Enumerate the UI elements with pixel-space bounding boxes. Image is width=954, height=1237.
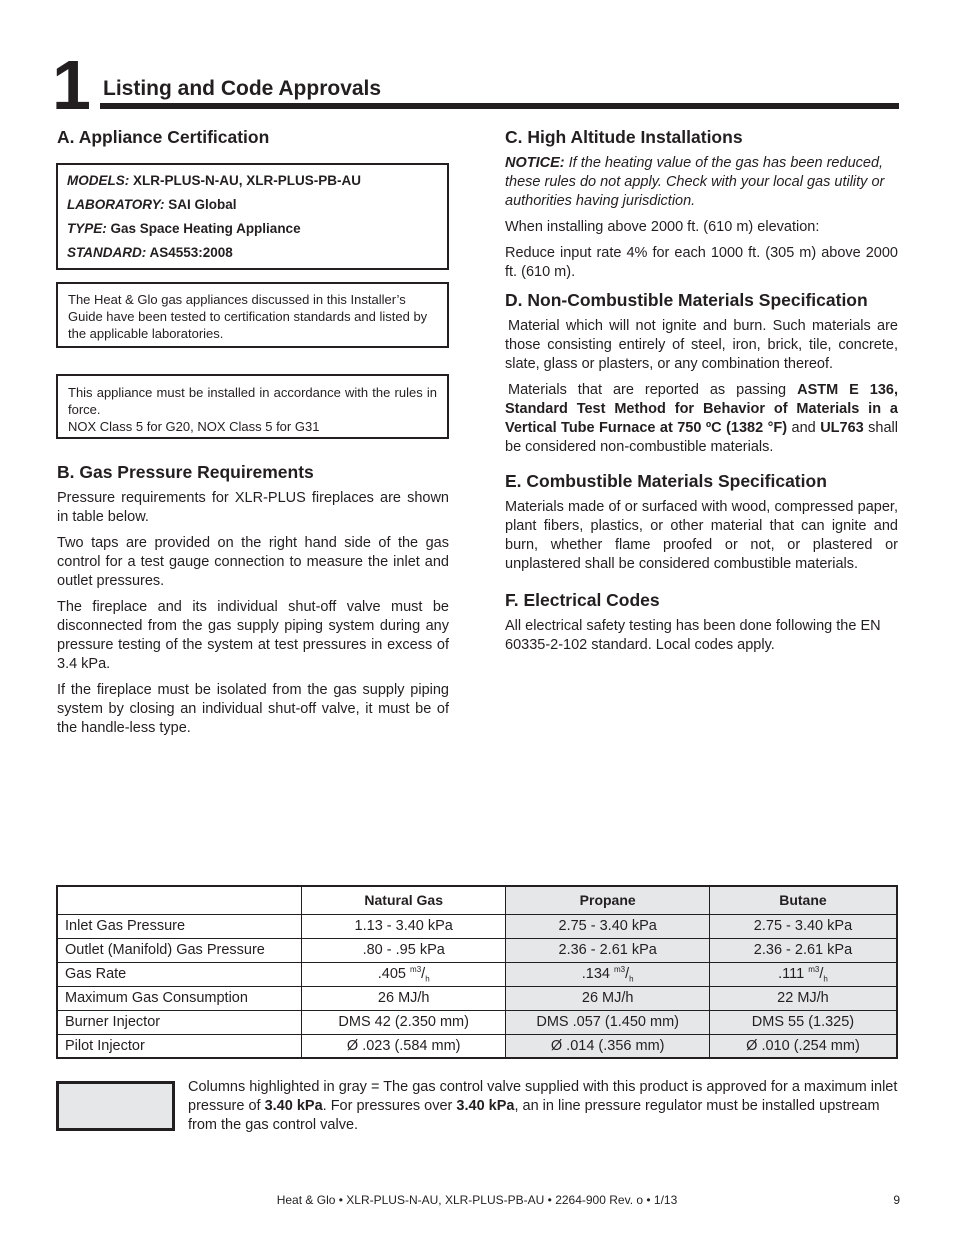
section-f-body — [505, 617, 898, 655]
propane-cell: DMS .057 (1.450 mm) — [506, 1010, 710, 1034]
installation-notice-box — [56, 374, 449, 439]
models-value: XLR-PLUS-N-AU, XLR-PLUS-PB-AU — [129, 173, 361, 188]
section-c-paragraph: Reduce input rate 4% for each 1000 ft. (305 m) above 2000 ft. (610 m). — [505, 245, 898, 280]
chapter-rule — [100, 103, 899, 109]
natural-gas-cell: 26 MJ/h — [301, 986, 505, 1010]
notice-label: NOTICE: — [505, 155, 565, 171]
propane-cell: 2.36 - 2.61 kPa — [506, 938, 710, 962]
installation-notice-text: This appliance must be installed in accordance with the rules in force. — [68, 385, 437, 417]
gas-rate-value: .405 — [377, 965, 406, 982]
table-row — [57, 938, 897, 962]
table-row — [57, 1034, 897, 1058]
table-header-propane: Propane — [506, 886, 710, 914]
laboratory-notice-box — [56, 282, 449, 348]
row-label: Inlet Gas Pressure — [57, 914, 301, 938]
section-e-paragraph: Materials made of or surfaced with wood, compressed paper, plant fibers, plastics, or other material that can ignite and burn, whether flame proofed or not, or plastered or unplastered shall be considered combustible materials. — [505, 499, 898, 572]
legend-part: , an in line pressure regulator must be installed upstream from the gas control valve. — [188, 1098, 880, 1133]
laboratory-notice-text: The Heat & Glo gas appliances discussed in this Installer’s Guide have been tested to certification standards and listed by the applicable laboratories. — [68, 292, 428, 341]
chapter-title: Listing and Code Approvals — [103, 77, 382, 100]
section-a-heading: A. Appliance Certification — [57, 127, 270, 147]
propane-cell: Ø .014 (.356 mm) — [506, 1034, 710, 1058]
page-footer: Heat & Glo • XLR-PLUS-N-AU, XLR-PLUS-PB-AU • 2264-900 Rev. o • 1/13 — [276, 1193, 678, 1207]
natural-gas-cell — [301, 962, 505, 986]
section-e-heading: E. Combustible Materials Specification — [505, 471, 827, 491]
row-label: Outlet (Manifold) Gas Pressure — [57, 938, 301, 962]
section-d-body — [505, 317, 898, 457]
laboratory-label: LABORATORY: — [67, 197, 165, 212]
chapter-number: 1 — [52, 46, 89, 124]
ul-standard: UL763 — [820, 420, 864, 436]
section-f-paragraph: All electrical safety testing has been done following the EN 60335-2-102 standard. Local codes apply. — [505, 618, 881, 653]
section-d-heading: D. Non-Combustible Materials Specification — [505, 290, 868, 310]
row-label: Maximum Gas Consumption — [57, 986, 301, 1010]
section-b-paragraph: Pressure requirements for XLR-PLUS fireplaces are shown in table below. — [57, 490, 449, 525]
standard-line — [67, 244, 438, 268]
natural-gas-cell: 1.13 - 3.40 kPa — [301, 914, 505, 938]
table-row — [57, 986, 897, 1010]
butane-cell: Ø .010 (.254 mm) — [709, 1034, 897, 1058]
table-header-natural-gas: Natural Gas — [301, 886, 505, 914]
table-row — [57, 1010, 897, 1034]
laboratory-line — [67, 196, 438, 220]
unit-numerator: m3 — [410, 964, 422, 974]
legend-max-pressure: 3.40 kPa — [264, 1098, 323, 1114]
laboratory-value: SAI Global — [164, 197, 237, 212]
table-header-butane: Butane — [709, 886, 897, 914]
unit-numerator: m3 — [808, 964, 820, 974]
models-line — [67, 172, 438, 196]
astm-outro: shall be considered non-combustible materials. — [505, 420, 899, 455]
certification-box — [56, 163, 449, 270]
propane-cell — [506, 962, 710, 986]
table-header-row — [57, 886, 897, 914]
section-d-paragraph: Material which will not ignite and burn. Such materials are those consisting entirely of steel, iron, brick, tile, concrete, slate, glass or plasters, or any combination thereof. — [505, 318, 898, 372]
section-b-paragraph: If the fireplace must be isolated from the gas supply piping system by closing an individual shut-off valve, it must be of the handle-less type. — [57, 682, 449, 736]
row-label: Gas Rate — [57, 962, 301, 986]
section-f-heading: F. Electrical Codes — [505, 590, 660, 610]
section-c-body — [505, 154, 898, 282]
section-b-body — [57, 489, 449, 738]
legend-max-pressure: 3.40 kPa — [456, 1098, 515, 1114]
astm-and: and — [787, 420, 821, 436]
section-d-paragraph — [505, 381, 898, 457]
section-c-paragraph: When installing above 2000 ft. (610 m) elevation: — [505, 219, 820, 235]
unit-slash: / — [819, 965, 824, 982]
section-b-paragraph: Two taps are provided on the right hand side of the gas control for a test gauge connection to measure the inlet and outlet pressures. — [57, 535, 449, 589]
butane-cell: 22 MJ/h — [709, 986, 897, 1010]
section-e-body — [505, 498, 898, 574]
row-label: Pilot Injector — [57, 1034, 301, 1058]
butane-cell: 2.36 - 2.61 kPa — [709, 938, 897, 962]
gas-rate-value: .111 — [778, 965, 805, 982]
nox-class-text: NOX Class 5 for G20, NOX Class 5 for G31 — [68, 419, 320, 434]
unit-slash: / — [625, 965, 630, 982]
legend-part: Columns highlighted in gray = The gas control valve supplied with this product is approved for a maximum inlet pressure of — [188, 1079, 898, 1114]
section-b-paragraph: The fireplace and its individual shut-off valve must be disconnected from the gas supply piping system during any pressure testing of the system at test pressures in excess of 3.4 kPa. — [57, 599, 449, 672]
standard-value: AS4553:2008 — [146, 245, 233, 260]
high-altitude-notice — [505, 154, 898, 211]
astm-standard: ASTM E 136, Standard Test Method for Behavior of Materials in a Vertical Tube Furnace at 750 ºC (1382 °F) — [505, 382, 899, 436]
butane-cell: 2.75 - 3.40 kPa — [709, 914, 897, 938]
section-b-heading: B. Gas Pressure Requirements — [57, 462, 314, 482]
legend-part: . For pressures over — [322, 1098, 457, 1114]
row-label: Burner Injector — [57, 1010, 301, 1034]
gas-pressure-table — [56, 885, 898, 1059]
type-line — [67, 220, 438, 244]
notice-text: If the heating value of the gas has been reduced, these rules do not apply. Check with your local gas utility or authorities having jurisdiction. — [505, 155, 885, 209]
natural-gas-cell: .80 - .95 kPa — [301, 938, 505, 962]
propane-cell: 2.75 - 3.40 kPa — [506, 914, 710, 938]
page-number: 9 — [893, 1193, 900, 1207]
table-row — [57, 962, 897, 986]
models-label: MODELS: — [67, 173, 130, 188]
unit-numerator: m3 — [614, 964, 626, 974]
gas-rate-value: .134 — [581, 965, 610, 982]
unit-slash: / — [421, 965, 426, 982]
unit-denominator: h — [823, 974, 828, 984]
astm-intro: Materials that are reported as passing — [508, 382, 798, 398]
type-value: Gas Space Heating Appliance — [106, 221, 301, 236]
gray-highlight-swatch — [56, 1081, 175, 1131]
table-row — [57, 914, 897, 938]
standard-label: STANDARD: — [67, 245, 147, 260]
natural-gas-cell: DMS 42 (2.350 mm) — [301, 1010, 505, 1034]
butane-cell — [709, 962, 897, 986]
propane-cell: 26 MJ/h — [506, 986, 710, 1010]
type-label: TYPE: — [67, 221, 107, 236]
unit-denominator: h — [425, 974, 430, 984]
natural-gas-cell: Ø .023 (.584 mm) — [301, 1034, 505, 1058]
legend-text — [188, 1078, 900, 1135]
table-header-blank — [57, 886, 301, 914]
unit-denominator: h — [629, 974, 634, 984]
butane-cell: DMS 55 (1.325) — [709, 1010, 897, 1034]
section-c-heading: C. High Altitude Installations — [505, 127, 743, 147]
